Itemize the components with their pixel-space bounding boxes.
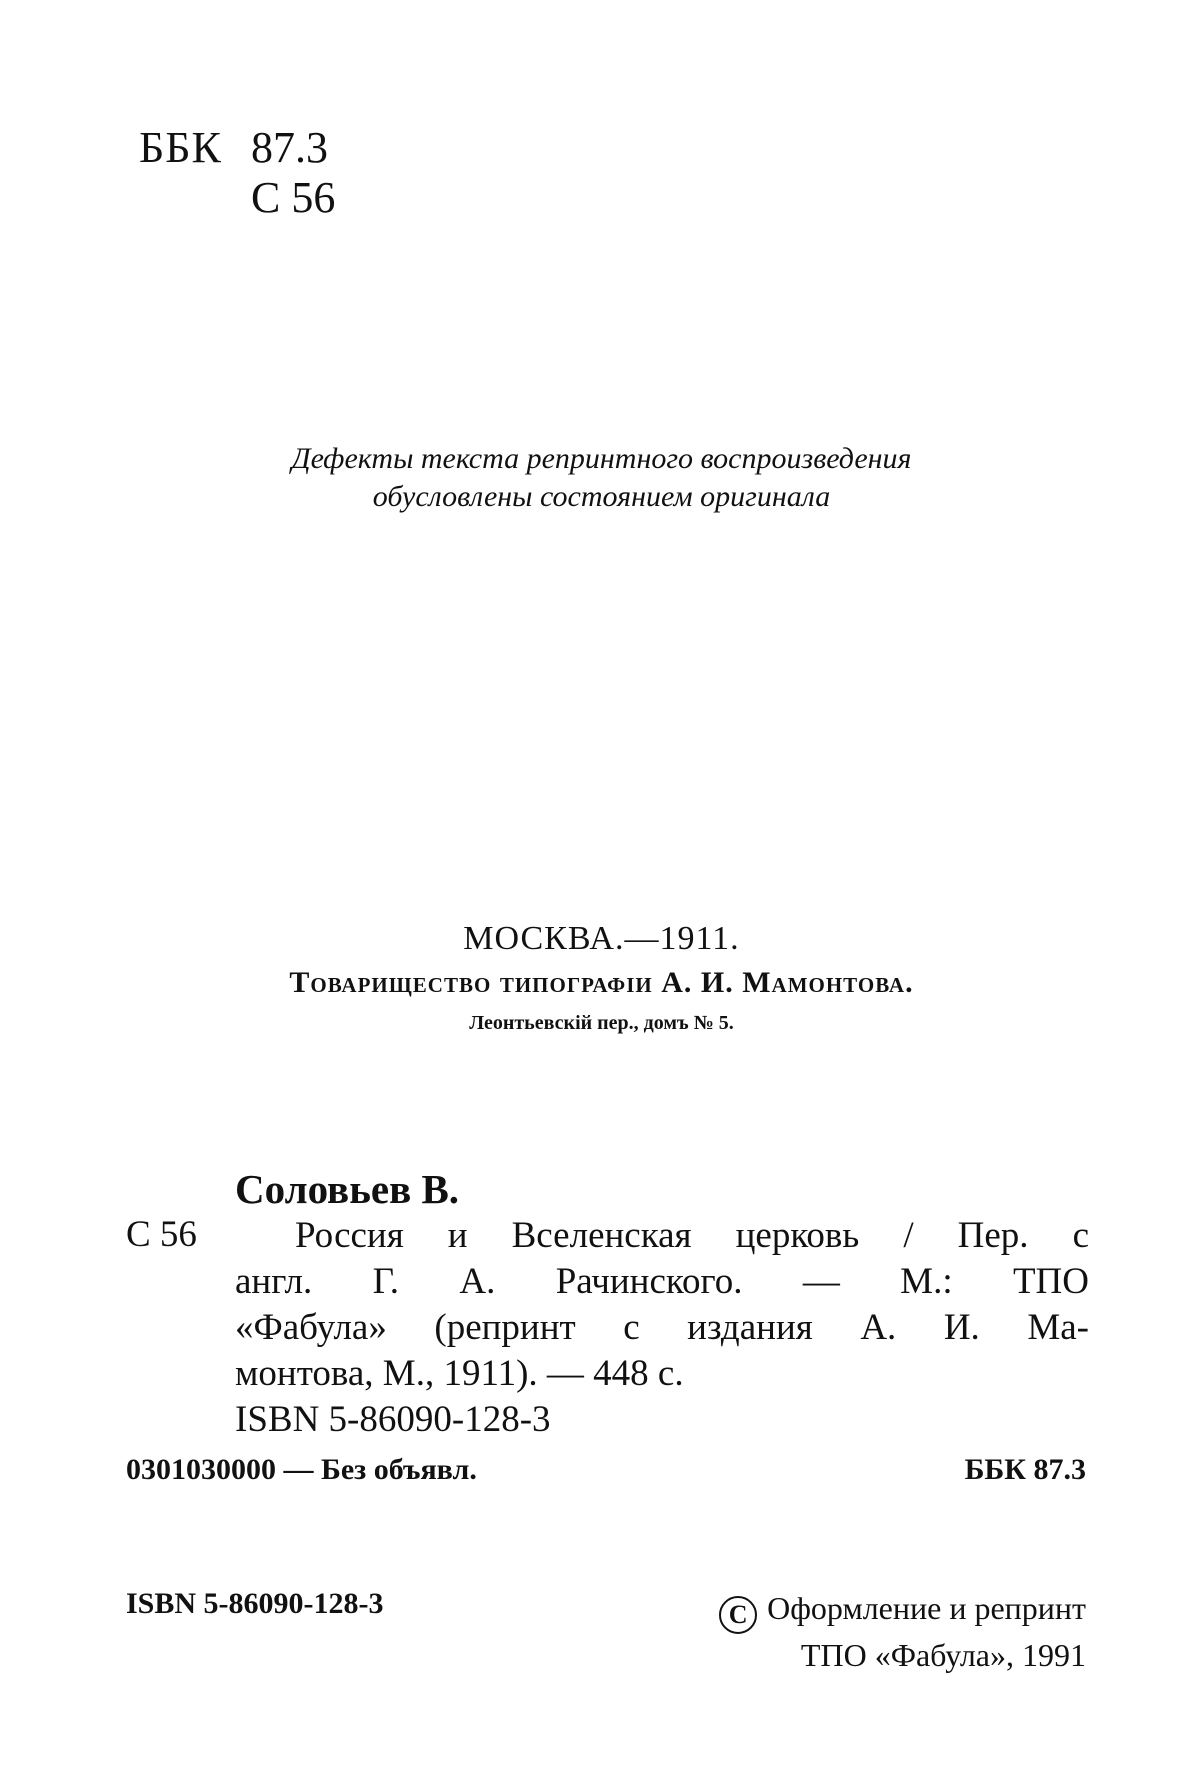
reprint-notice-line-1: Дефекты текста репринтного воспроизведения [291,442,912,475]
bbk-label: ББК [139,123,222,172]
catalog-line-3: «Фабула» (репринт с издания А. И. Ма- [235,1307,1089,1348]
isbn-footer: ISBN 5-86090-128-3 [126,1587,384,1620]
bbk-code: 87.3 [251,123,328,172]
catalog-author: Соловьев В. [235,1166,460,1212]
imprint-address: Леонтьевскій пер., домъ № 5. [469,1012,734,1034]
catalog-line-1: Россия и Вселенская церковь / Пер. с [295,1215,1089,1256]
catalog-line-2: англ. Г. А. Рачинского. — М.: ТПО [235,1261,1089,1302]
imprint-press: Товарищество типографіи А. И. Мамонтова. [289,966,914,999]
imprint-city-year: МОСКВА.—1911. [463,920,740,957]
catalog-line-4: монтова, М., 1911). — 448 с. [235,1353,684,1394]
catalog-line-5: ISBN 5-86090-128-3 [235,1399,551,1440]
copyright-line-2: ТПО «Фабула», 1991 [800,1637,1086,1673]
author-mark: С 56 [251,173,336,222]
copyright-icon: C [719,1596,757,1634]
bbk-footer: ББК 87.3 [964,1453,1086,1486]
catalog-code: С 56 [126,1214,197,1255]
publication-index: 0301030000 — Без объявл. [126,1453,477,1486]
copyright-block [719,1587,1086,1676]
copyright-line-1 [719,1587,1086,1634]
copyright-text-1: Оформление и репринт [767,1590,1086,1626]
catalog-description [235,1213,1089,1443]
reprint-notice-line-2: обусловлены состоянием оригинала [372,480,831,513]
